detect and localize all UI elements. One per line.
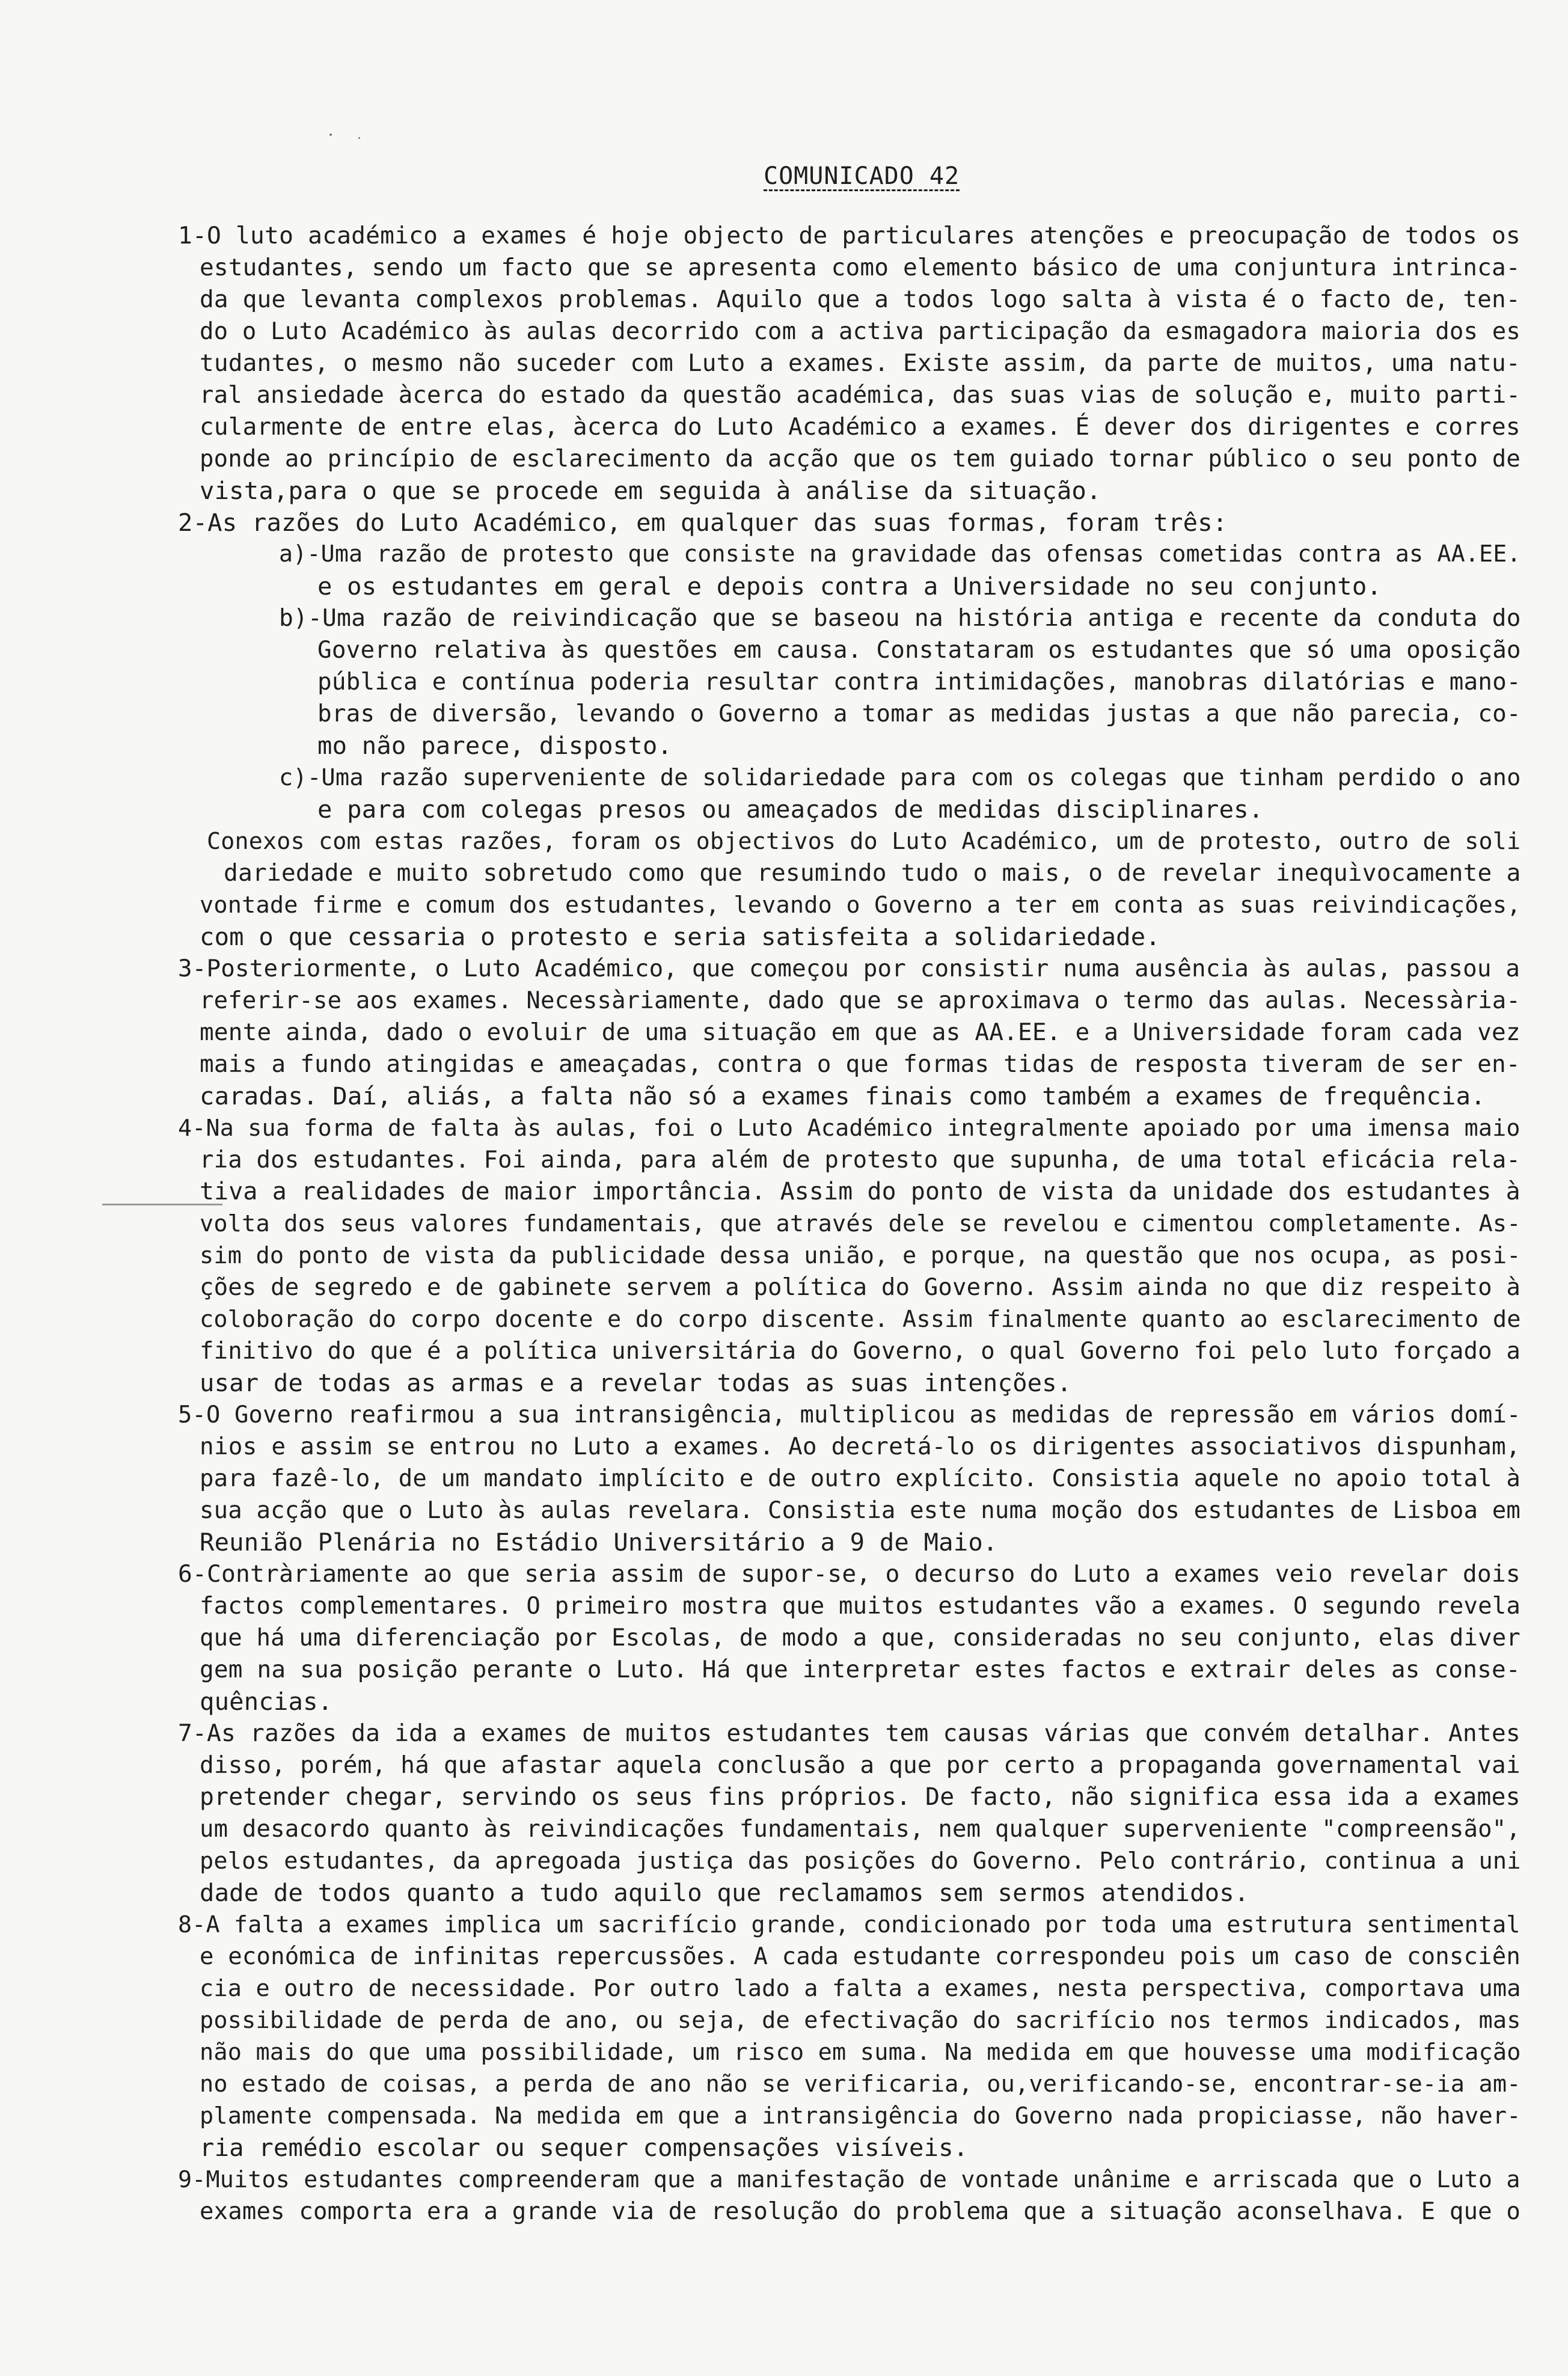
- text-line: plamente compensada. Na medida em que a intransigência do Governo nada propiciasse, não haver-: [200, 2102, 1521, 2130]
- text-line: vista,para o que se procede em seguida à análise da situação.: [200, 476, 1101, 505]
- text-line: dade de todos quanto a tudo aquilo que reclamamos sem sermos atendidos.: [200, 1878, 1249, 1907]
- text-line: e para com colegas presos ou ameaçados de medidas disciplinares.: [317, 795, 1264, 824]
- text-line: mo não parece, disposto.: [317, 731, 672, 760]
- text-line: com o que cessaria o protesto e seria satisfeita a solidariedade.: [200, 922, 1160, 951]
- text-line: e os estudantes em geral e depois contra a Universidade no seu conjunto.: [317, 572, 1382, 601]
- text-line: c)-Uma razão superveniente de solidariedade para com os colegas que tinham perdido o ano: [279, 764, 1521, 791]
- text-line: coloboração do corpo docente e do corpo discente. Assim finalmente quanto ao esclarecimento de: [200, 1306, 1521, 1333]
- text-line: pelos estudantes, da apregoada justiça das posições do Governo. Pelo contrário, continua a uni: [200, 1848, 1521, 1875]
- paper-speck: [329, 133, 332, 136]
- text-line: dariedade e muito sobretudo como que resumindo tudo o mais, o de revelar inequìvocamente a: [224, 859, 1521, 887]
- text-line: finitivo do que é a política universitária do Governo, o qual Governo foi pelo luto forçado a: [200, 1338, 1521, 1365]
- text-line: gem na sua posição perante o Luto. Há que interpretar estes factos e extrair deles as conse-: [200, 1656, 1521, 1683]
- text-line: disso, porém, há que afastar aquela conclusão a que por certo a propaganda governamental vai: [200, 1751, 1521, 1779]
- text-line: para fazê-lo, de um mandato implícito e de outro explícito. Consistia aquele no apoio total à: [200, 1465, 1521, 1492]
- text-line: estudantes, sendo um facto que se apresenta como elemento básico de uma conjuntura intrinca-: [200, 254, 1521, 281]
- text-line: Reunião Plenária no Estádio Universitário a 9 de Maio.: [200, 1528, 998, 1557]
- text-line: caradas. Daí, aliás, a falta não só a exames finais como também a exames de frequência.: [200, 1082, 1486, 1110]
- text-line: 6-Contràriamente ao que seria assim de supor-se, o decurso do Luto a exames veio revelar dois: [178, 1560, 1521, 1588]
- text-line: exames comporta era a grande via de resolução do problema que a situação aconselhava. E que o: [200, 2198, 1521, 2225]
- text-line: 2-As razões do Luto Académico, em qualquer das suas formas, foram três:: [178, 508, 1228, 537]
- text-line: ções de segredo e de gabinete servem a política do Governo. Assim ainda no que diz respeito à: [200, 1274, 1521, 1301]
- text-line: mais a fundo atingidas e ameaçadas, contra o que formas tidas de resposta tiveram de ser en-: [200, 1050, 1521, 1078]
- text-line: 9-Muitos estudantes compreenderam que a manifestação de vontade unânime e arriscada que o Luto a: [178, 2166, 1521, 2193]
- text-line: sim do ponto de vista da publicidade dessa união, e porque, na questão que nos ocupa, as posi-: [200, 1242, 1521, 1269]
- text-line: Governo relativa às questões em causa. Constataram os estudantes que só uma oposição: [317, 637, 1521, 664]
- text-line: possibilidade de perda de ano, ou seja, de efectivação do sacrifício nos termos indicados, mas: [200, 2007, 1521, 2034]
- text-line: sua acção que o Luto às aulas revelara. Consistia este numa moção dos estudantes de Lisboa em: [200, 1497, 1521, 1524]
- text-line: 4-Na sua forma de falta às aulas, foi o Luto Académico integralmente apoiado por uma imensa maio: [178, 1115, 1521, 1142]
- text-line: não mais do que uma possibilidade, um risco em suma. Na medida em que houvesse uma modificação: [200, 2039, 1521, 2066]
- text-line: nios e assim se entrou no Luto a exames. Ao decretá-lo os dirigentes associativos dispunham,: [200, 1433, 1521, 1460]
- document-title: COMUNICADO 42: [764, 162, 960, 190]
- text-line: vontade firme e comum dos estudantes, levando o Governo a ter em conta as suas reivindicações,: [200, 892, 1521, 919]
- text-line: Conexos com estas razões, foram os objectivos do Luto Académico, um de protesto, outro de soli: [207, 828, 1521, 855]
- text-line: bras de diversão, levando o Governo a tomar as medidas justas a que não parecia, co-: [317, 700, 1521, 727]
- text-line: tiva a realidades de maior importância. Assim do ponto de vista da unidade dos estudantes à: [200, 1178, 1521, 1205]
- text-line: um desacordo quanto às reivindicações fundamentais, nem qualquer superveniente "compreensão",: [200, 1816, 1521, 1843]
- text-line: b)-Uma razão de reivindicação que se baseou na história antiga e recente da conduta do: [279, 604, 1521, 632]
- text-line: e económica de infinitas repercussões. A cada estudante correspondeu pois um caso de consciên: [200, 1943, 1521, 1970]
- text-line: 7-As razões da ida a exames de muitos estudantes tem causas várias que convém detalhar. Antes: [178, 1719, 1521, 1747]
- paper-speck: [358, 137, 360, 139]
- text-line: tudantes, o mesmo não suceder com Luto a exames. Existe assim, da parte de muitos, uma natu-: [200, 349, 1521, 377]
- text-line: ral ansiedade àcerca do estado da questão académica, das suas vias de solução e, muito parti-: [200, 382, 1521, 409]
- text-line: 5-O Governo reafirmou a sua intransigência, multiplicou as medidas de repressão em vários domí-: [178, 1401, 1521, 1428]
- text-line: da que levanta complexos problemas. Aquilo que a todos logo salta à vista é o facto de, ten-: [200, 286, 1521, 313]
- text-line: volta dos seus valores fundamentais, que através dele se revelou e cimentou completamente. As-: [200, 1210, 1521, 1237]
- text-line: do o Luto Académico às aulas decorrido com a activa participação da esmagadora maioria dos es: [200, 318, 1521, 345]
- text-line: quências.: [200, 1687, 333, 1716]
- text-line: pretender chegar, servindo os seus fins próprios. De facto, não significa essa ida a exames: [200, 1783, 1521, 1811]
- text-line: ponde ao princípio de esclarecimento da acção que os tem guiado tornar público o seu ponto de: [200, 445, 1521, 473]
- text-line: cularmente de entre elas, àcerca do Luto Académico a exames. É dever dos dirigentes e corres: [200, 413, 1521, 441]
- text-line: usar de todas as armas e a revelar todas as suas intenções.: [200, 1368, 1072, 1397]
- text-line: que há uma diferenciação por Escolas, de modo a que, consideradas no seu conjunto, elas diver: [200, 1624, 1521, 1652]
- text-line: pública e contínua poderia resultar contra intimidações, manobras dilatórias e mano-: [317, 669, 1521, 696]
- text-line: factos complementares. O primeiro mostra que muitos estudantes vão a exames. O segundo revela: [200, 1593, 1521, 1620]
- text-line: referir-se aos exames. Necessàriamente, dado que se aproximava o termo das aulas. Necessària-: [200, 987, 1521, 1014]
- text-line: mente ainda, dado o evoluir de uma situação em que as AA.EE. e a Universidade foram cada vez: [200, 1018, 1521, 1046]
- text-line: a)-Uma razão de protesto que consiste na gravidade das ofensas cometidas contra as AA.EE.: [279, 541, 1521, 568]
- text-line: 8-A falta a exames implica um sacrifício grande, condicionado por toda uma estrutura sentimental: [178, 1911, 1521, 1938]
- text-line: cia e outro de necessidade. Por outro lado a falta a exames, nesta perspectiva, comportava uma: [200, 1975, 1521, 2002]
- text-line: 1-O luto académico a exames é hoje objecto de particulares atenções e preocupação de todos os: [178, 222, 1521, 250]
- text-line: ria dos estudantes. Foi ainda, para além de protesto que supunha, de uma total eficácia rela-: [200, 1147, 1521, 1174]
- text-line: no estado de coisas, a perda de ano não se verificaria, ou,verificando-se, encontrar-se-ia am-: [200, 2071, 1521, 2098]
- text-line: 3-Posteriormente, o Luto Académico, que começou por consistir numa ausência às aulas, passou a: [178, 955, 1521, 982]
- text-line: ria remédio escolar ou sequer compensações visíveis.: [200, 2133, 969, 2162]
